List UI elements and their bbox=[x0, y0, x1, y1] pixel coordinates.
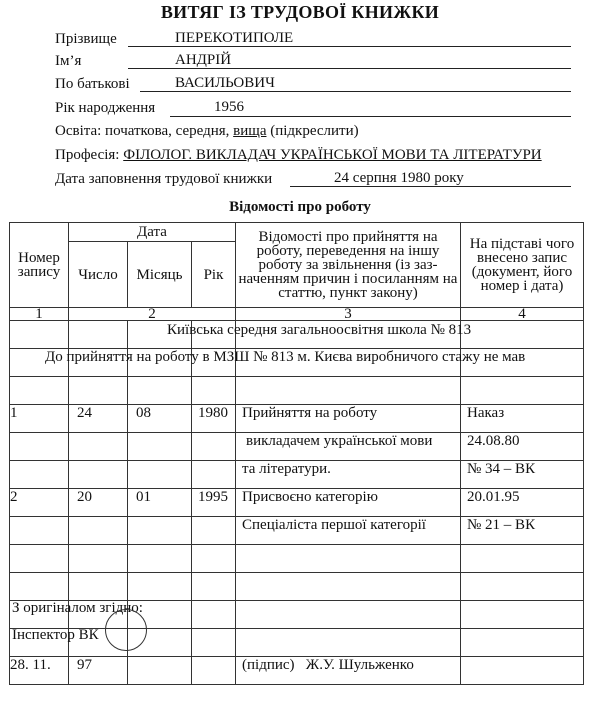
row3-info: та літератури. bbox=[236, 461, 461, 489]
signer-name: Ж.У. Шульженко bbox=[305, 657, 414, 673]
col-number-1: 1 bbox=[10, 308, 69, 321]
header-year: Рік bbox=[192, 242, 236, 308]
name-label: Ім’я bbox=[55, 53, 82, 69]
profession-row bbox=[55, 147, 542, 164]
row1-day: 24 bbox=[69, 405, 128, 433]
col-number-2: 2 bbox=[69, 308, 236, 321]
row5-basis: № 21 – ВК bbox=[461, 517, 584, 545]
fill-date-value: 24 серпня 1980 року bbox=[334, 170, 464, 186]
profession-value: ФІЛОЛОГ. ВИКЛАДАЧ УКРАЇНСЬКОЇ МОВИ ТА ЛІТЕРАТУРИ bbox=[123, 147, 542, 163]
row2-basis: 24.08.80 bbox=[461, 433, 584, 461]
row4-no: 2 bbox=[10, 489, 69, 517]
fill-date-line bbox=[290, 186, 571, 187]
row4-info: Присвоєно категорію bbox=[236, 489, 461, 517]
row4-year: 1995 bbox=[192, 489, 236, 517]
organization-name: Київська середня загальноосвітня школа № 813 bbox=[167, 322, 472, 338]
row2-info: викладачем української мови bbox=[236, 433, 461, 461]
row1-basis: Наказ bbox=[461, 405, 584, 433]
birth-year-label: Рік народження bbox=[55, 100, 156, 116]
certified-note: З оригіналом згідно: bbox=[12, 600, 143, 616]
document-title: ВИТЯГ ІЗ ТРУДОВОЇ КНИЖКИ bbox=[160, 2, 440, 22]
patronymic-label: По батькові bbox=[55, 76, 130, 92]
name-value: АНДРІЙ bbox=[175, 52, 232, 68]
header-date: Дата bbox=[69, 223, 236, 242]
inspector-label: Інспектор ВК bbox=[12, 627, 99, 643]
row1-no: 1 bbox=[10, 405, 69, 433]
header-record-no: Номер запису bbox=[10, 223, 69, 308]
surname-value: ПЕРЕКОТИПОЛЕ bbox=[175, 30, 294, 46]
education-label bbox=[55, 123, 359, 140]
birth-year-line bbox=[170, 116, 571, 117]
row4-day: 20 bbox=[69, 489, 128, 517]
patronymic-line bbox=[140, 91, 571, 92]
header-month: Місяць bbox=[128, 242, 192, 308]
footer-date-day: 28. 11. bbox=[10, 657, 69, 685]
education-options: Освіта: початкова, середня, bbox=[55, 123, 234, 139]
header-info: Відомості про прийняття на роботу, переведення на іншу роботу за звільнення (із заз-наченням причин і посиланням на статтю, пункт закону) bbox=[236, 223, 461, 308]
header-basis: На підставі чого внесено запис (документ, його номер і дата) bbox=[461, 223, 584, 308]
birth-year-value: 1956 bbox=[214, 99, 244, 115]
education-note: (підкреслити) bbox=[266, 123, 359, 139]
row4-month: 01 bbox=[128, 489, 192, 517]
row4-basis: 20.01.95 bbox=[461, 489, 584, 517]
signature-label: (підпис) bbox=[242, 657, 295, 673]
row1-year: 1980 bbox=[192, 405, 236, 433]
surname-label: Прізвище bbox=[55, 31, 117, 47]
row3-basis: № 34 – ВК bbox=[461, 461, 584, 489]
footer-date-year: 97 bbox=[69, 657, 128, 685]
name-line bbox=[128, 68, 571, 69]
row1-info: Прийняття на роботу bbox=[236, 405, 461, 433]
profession-label: Професія: bbox=[55, 147, 124, 163]
header-day: Число bbox=[69, 242, 128, 308]
footer-signature-cell bbox=[236, 657, 461, 685]
col-number-3: 3 bbox=[236, 308, 461, 321]
fill-date-label: Дата заповнення трудової книжки bbox=[55, 171, 273, 187]
surname-line bbox=[128, 46, 571, 47]
section-title: Відомості про роботу bbox=[229, 199, 371, 215]
seal-circle bbox=[105, 609, 147, 651]
prior-experience-note: До прийняття на роботу в МЗШ № 813 м. Києва виробничого стажу не мав bbox=[45, 349, 526, 365]
col-number-4: 4 bbox=[461, 308, 584, 321]
row1-month: 08 bbox=[128, 405, 192, 433]
patronymic-value: ВАСИЛЬОВИЧ bbox=[175, 75, 275, 91]
education-selected: вища bbox=[233, 123, 267, 139]
row5-info: Спеціаліста першої категорії bbox=[236, 517, 461, 545]
